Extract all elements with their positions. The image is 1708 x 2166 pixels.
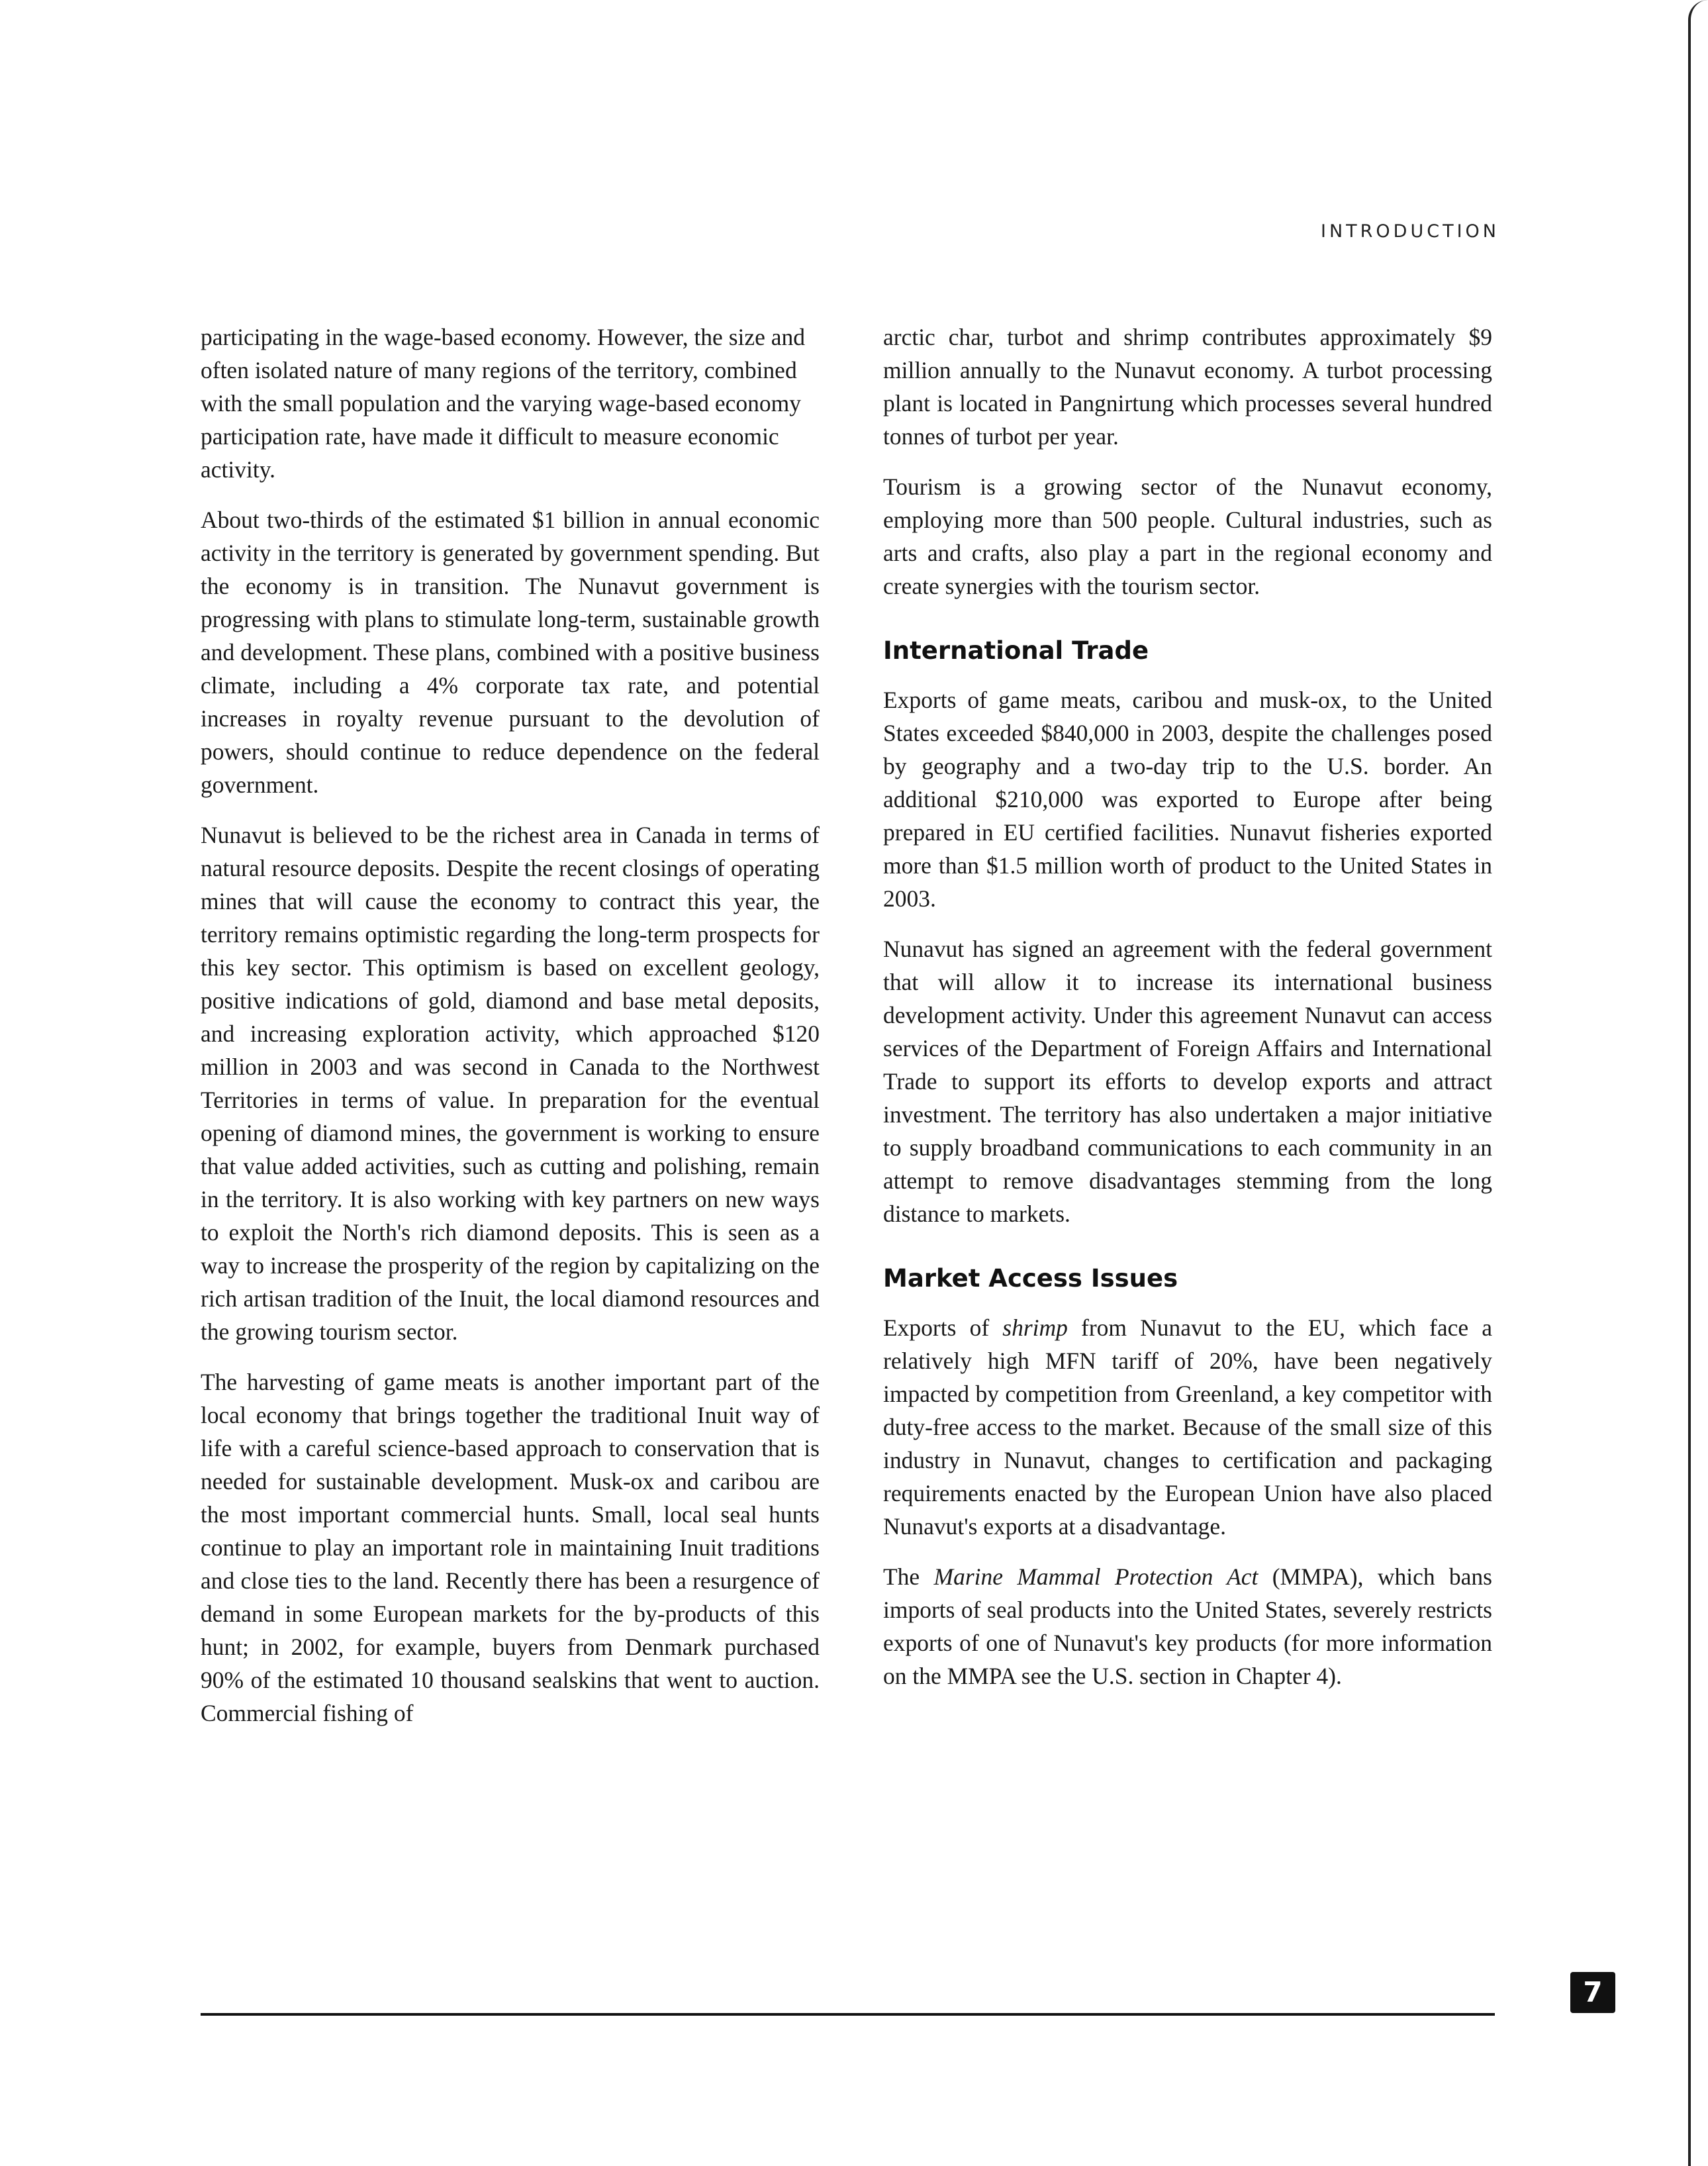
left-column [201, 320, 820, 1747]
paragraph: Nunavut is believed to be the richest area in Canada in terms of natural resource deposits. Despite the recent closings of operating mines that will cause the economy to contract this year, the territory remains optimistic regarding the long-term prospects for this key sector. This optimism is based on excellent geology, positive indications of gold, diamond and base metal deposits, and increasing exploration activity, which approached $120 million in 2003 and was second in Canada to the Northwest Territories in terms of value. In preparation for the eventual opening of diamond mines, the government is working to ensure that value added activities, such as cutting and polishing, remain in the territory. It is also working with key partners on new ways to exploit the North's rich diamond deposits. This is seen as a way to increase the prosperity of the region by capitalizing on the rich artisan tradition of the Inuit, the local diamond resources and the growing tourism sector. [201, 822, 820, 1345]
section-heading-market-access: Market Access Issues [883, 1264, 1178, 1293]
text-run: Exports of [883, 1314, 1003, 1341]
page-edge [1688, 0, 1708, 2166]
italic-term: shrimp [1002, 1314, 1068, 1341]
text-run: The [883, 1563, 934, 1590]
italic-term: Marine Mammal Protection Act [933, 1563, 1258, 1590]
paragraph: About two-thirds of the estimated $1 billion in annual economic activity in the territory is generated by government spending. But the economy is in transition. The Nunavut government is progressing with plans to stimulate long-term, sustainable growth and development. These plans, combined with a positive business climate, including a 4% corporate tax rate, and potential increases in royalty revenue pursuant to the devolution of powers, should continue to reduce dependence on the federal government. [201, 507, 820, 798]
text-run: from Nunavut to the EU, which face a relatively high MFN tariff of 20%, have been negatively impacted by competition from Greenland, a key competitor with duty-free access to the market. Because of the small size of this industry in Nunavut, changes to certification and packaging requirements enacted by the European Union have also placed Nunavut's exports at a disadvantage. [883, 1314, 1492, 1540]
paragraph: participating in the wage-based economy. However, the size and often isolated nature of many regions of the territory, combined with the small population and the varying wage-based economy participation rate, have made it difficult to measure economic activity. [201, 324, 806, 483]
paragraph: Exports of game meats, caribou and musk-ox, to the United States exceeded $840,000 in 2003, despite the challenges posed by geography and a two-day trip to the U.S. border. An additional $210,000 was exported to Europe after being prepared in EU certified facilities. Nunavut fisheries exported more than $1.5 million worth of product to the United States in 2003. [883, 687, 1492, 912]
section-heading-international-trade: International Trade [883, 636, 1149, 665]
paragraph: The harvesting of game meats is another important part of the local economy that brings together the traditional Inuit way of life with a careful science-based approach to conservation that is needed for sustainable development. Musk-ox and caribou are the most important commercial hunts. Small, local seal hunts continue to play an important role in maintaining Inuit traditions and close ties to the land. Recently there has been a resurgence of demand in some European markets for the by-products of this hunt; in 2002, for example, buyers from Denmark purchased 90% of the estimated 10 thousand sealskins that went to auction. Commercial fishing of [201, 1369, 820, 1726]
paragraph: arctic char, turbot and shrimp contributes approximately $9 million annually to the Nunavut economy. A turbot processing plant is located in Pangnirtung which processes several hundred tonnes of turbot per year. [883, 324, 1492, 450]
paragraph [883, 1560, 1492, 1693]
page-number: 7 [1570, 1972, 1615, 2013]
right-column [883, 320, 1492, 1710]
paragraph: Nunavut has signed an agreement with the federal government that will allow it to increase its international business development activity. Under this agreement Nunavut can access services of the Department of Foreign Affairs and International Trade to support its efforts to develop exports and attract investment. The territory has also undertaken a major initiative to supply broadband communications to each community in an attempt to remove disadvantages stemming from the long distance to markets. [883, 936, 1492, 1227]
running-head: INTRODUCTION [1321, 221, 1499, 242]
paragraph: Tourism is a growing sector of the Nunavut economy, employing more than 500 people. Cultural industries, such as arts and crafts, also play a part in the regional economy and create synergies with the tourism sector. [883, 473, 1492, 599]
footer-rule [201, 2013, 1495, 2016]
paragraph [883, 1311, 1492, 1543]
text-run: (MMPA), which bans imports of seal products into the United States, severely restricts exports of one of Nunavut's key products (for more information on the MMPA see the U.S. section in Chapter 4). [883, 1563, 1492, 1689]
